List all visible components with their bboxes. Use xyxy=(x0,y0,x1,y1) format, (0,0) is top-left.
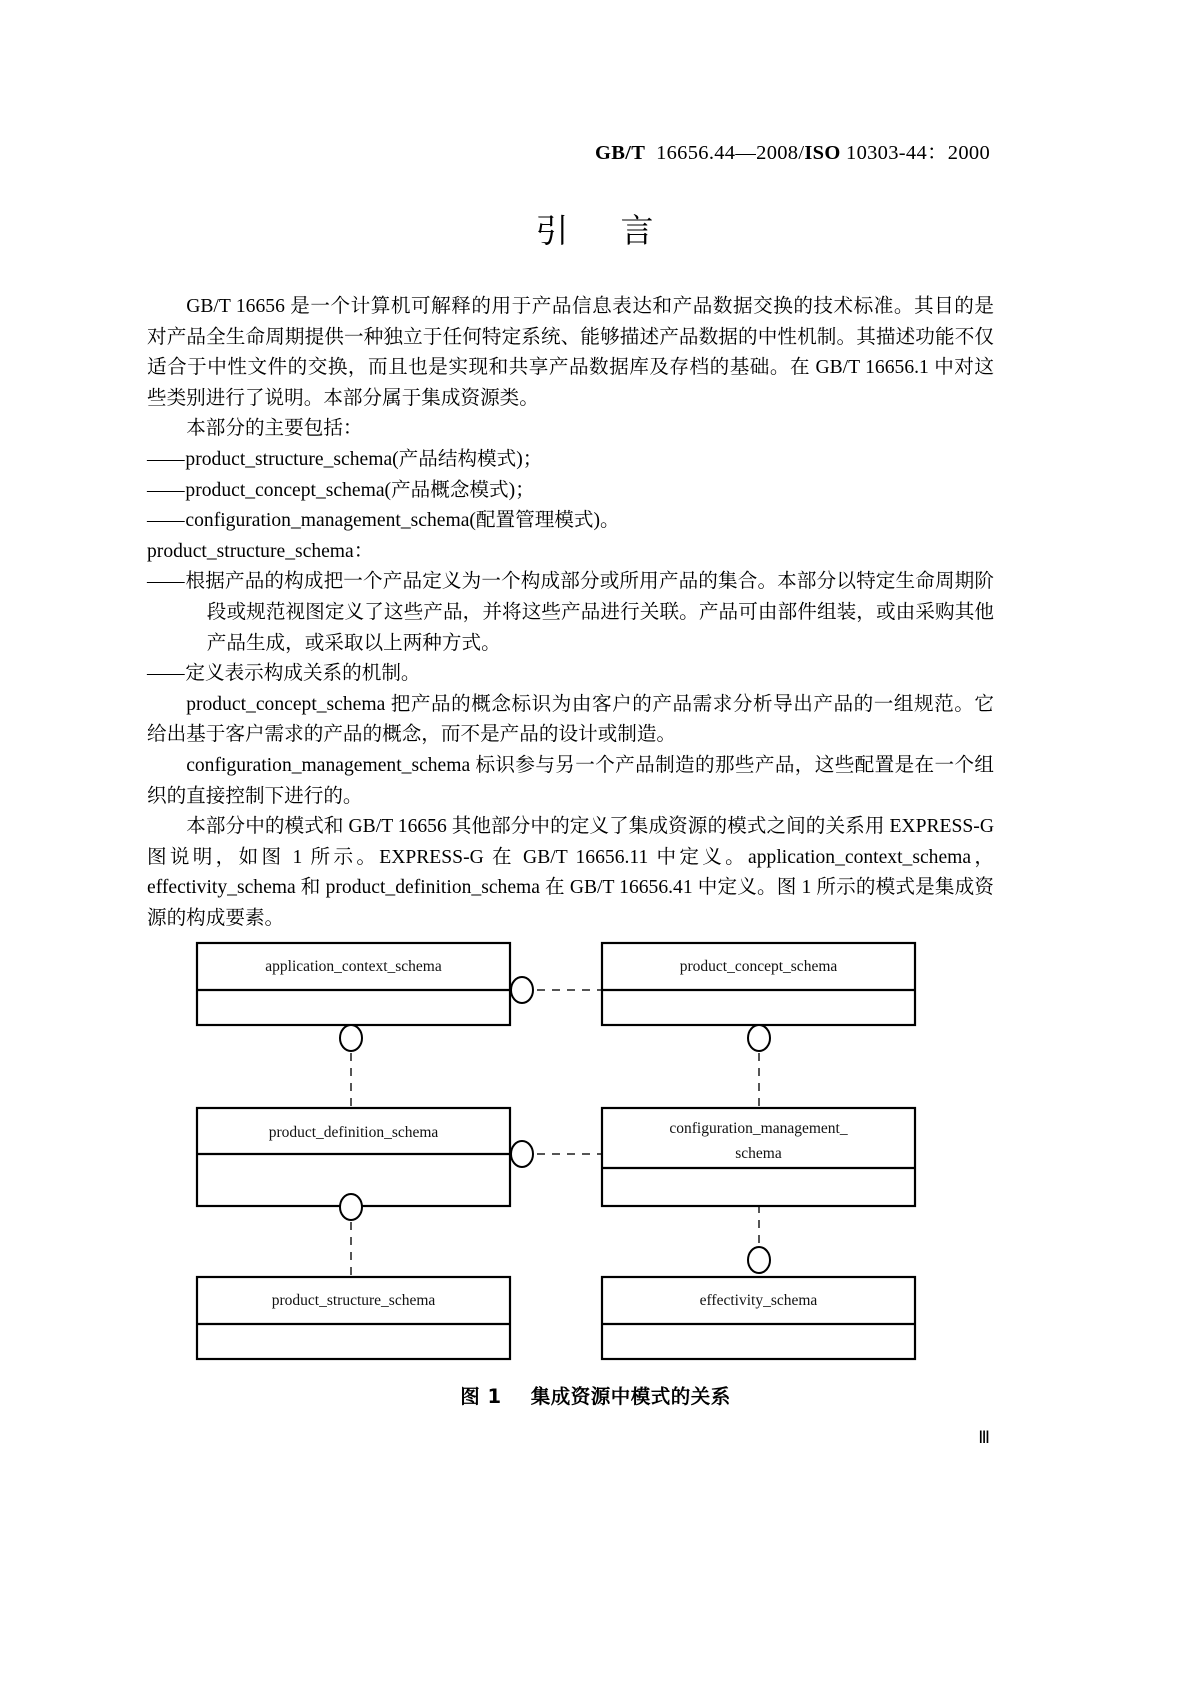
list-item-label: product_structure_schema(产品结构模式)； xyxy=(185,448,543,470)
diagram-box-product-concept-schema xyxy=(602,943,915,1025)
page-title: 引 言 xyxy=(535,211,656,250)
paragraph-product-concept-schema: product_concept_schema 把产品的概念标识为由客户的产品需求分析导出产品的一组规范。它给出基于客户需求的产品的概念，而不是产品的设计或制造。 xyxy=(147,693,994,746)
list-item-label: 定义表示构成关系的机制。 xyxy=(185,663,421,685)
diagram-box-configuration-management-schema xyxy=(602,1108,915,1206)
running-header xyxy=(0,112,990,188)
dash-marker: —— xyxy=(147,479,184,501)
body-text xyxy=(147,292,994,934)
paragraph-intro: GB/T 16656 是一个计算机可解释的用于产品信息表达和产品数据交换的技术标准。其目的是对产品全生命周期提供一种独立于任何特定系统、能够描述产品数据的中性机制。其描述功能不仅适合于中性文件的交换，而且也是实现和共享产品数据库及存档的基础。在 GB/T 16656.1 中对这些类别进行了说明。本部分属于集成资源类。 xyxy=(147,296,994,409)
list-item xyxy=(147,506,994,537)
box-label: product_concept_schema xyxy=(679,958,838,975)
box-label: effectivity_schema xyxy=(699,1292,818,1309)
list-item xyxy=(147,476,994,507)
connector-endpoint-circle xyxy=(511,1141,533,1167)
box-label: product_structure_schema xyxy=(271,1292,436,1309)
paragraph-configuration-management-schema: configuration_management_schema 标识参与另一个产品制造的那些产品，这些配置是在一个组织的直接控制下进行的。 xyxy=(147,754,994,807)
list-item xyxy=(147,659,994,690)
dash-marker: —— xyxy=(147,448,184,470)
box-label-line2: schema xyxy=(735,1145,782,1162)
page-number: Ⅲ xyxy=(978,1428,990,1448)
connector-endpoint-circle xyxy=(511,977,533,1003)
dash-marker: —— xyxy=(147,510,184,532)
diagram-box-product-structure-schema xyxy=(197,1277,510,1359)
connector-endpoint-circle xyxy=(340,1025,362,1051)
diagram-box-product-definition-schema xyxy=(197,1108,510,1206)
connector-endpoint-circle xyxy=(340,1194,362,1220)
list-item-label: product_concept_schema(产品概念模式)； xyxy=(185,479,535,501)
figure-express-g-diagram xyxy=(0,930,1191,1450)
box-label: application_context_schema xyxy=(265,958,442,975)
diagram-box-effectivity-schema xyxy=(602,1277,915,1359)
list-item-label: 根据产品的构成把一个产品定义为一个构成部分或所用产品的集合。本部分以特定生命周期阶段或规范视图定义了这些产品，并将这些产品进行关联。产品可由部件组装，或由采购其他产品生成，或采取以上两种方式。 xyxy=(185,571,994,654)
figure-caption: 图 1 集成资源中模式的关系 xyxy=(460,1385,731,1408)
header-iso-number: 10303-44：2000 xyxy=(840,142,990,164)
paragraph-contents-lead: 本部分的主要包括： xyxy=(186,418,363,440)
dash-marker: —— xyxy=(147,571,184,593)
header-iso-prefix: ISO xyxy=(804,142,841,164)
connector-endpoint-circle xyxy=(748,1025,770,1051)
list-item xyxy=(147,567,994,659)
box-label: configuration_management_ xyxy=(669,1120,848,1137)
connector-endpoint-circle xyxy=(748,1247,770,1273)
dash-marker: —— xyxy=(147,663,184,685)
box-label: product_definition_schema xyxy=(268,1124,439,1141)
express-g-svg xyxy=(0,930,1191,1450)
list-item xyxy=(147,445,994,476)
paragraph-express-g: 本部分中的模式和 GB/T 16656 其他部分中的定义了集成资源的模式之间的关系用 EXPRESS-G 图说明，如图 1 所示。EXPRESS-G 在 GB/T 16656.11 中定义。application_context_schema，effectivity_schema 和 product_definition_schema 在 GB/T 16656.41 中定义。图 1 所示的模式是集成资源的构成要素。 xyxy=(147,816,994,929)
paragraph-product-structure-schema-lead: product_structure_schema： xyxy=(147,540,374,562)
header-standard-number: 16656.44—2008/ xyxy=(645,142,805,164)
list-item-label: configuration_management_schema(配置管理模式)。 xyxy=(185,510,620,532)
diagram-box-application-context-schema xyxy=(197,943,510,1025)
header-standard-prefix: GB/T xyxy=(595,142,646,164)
